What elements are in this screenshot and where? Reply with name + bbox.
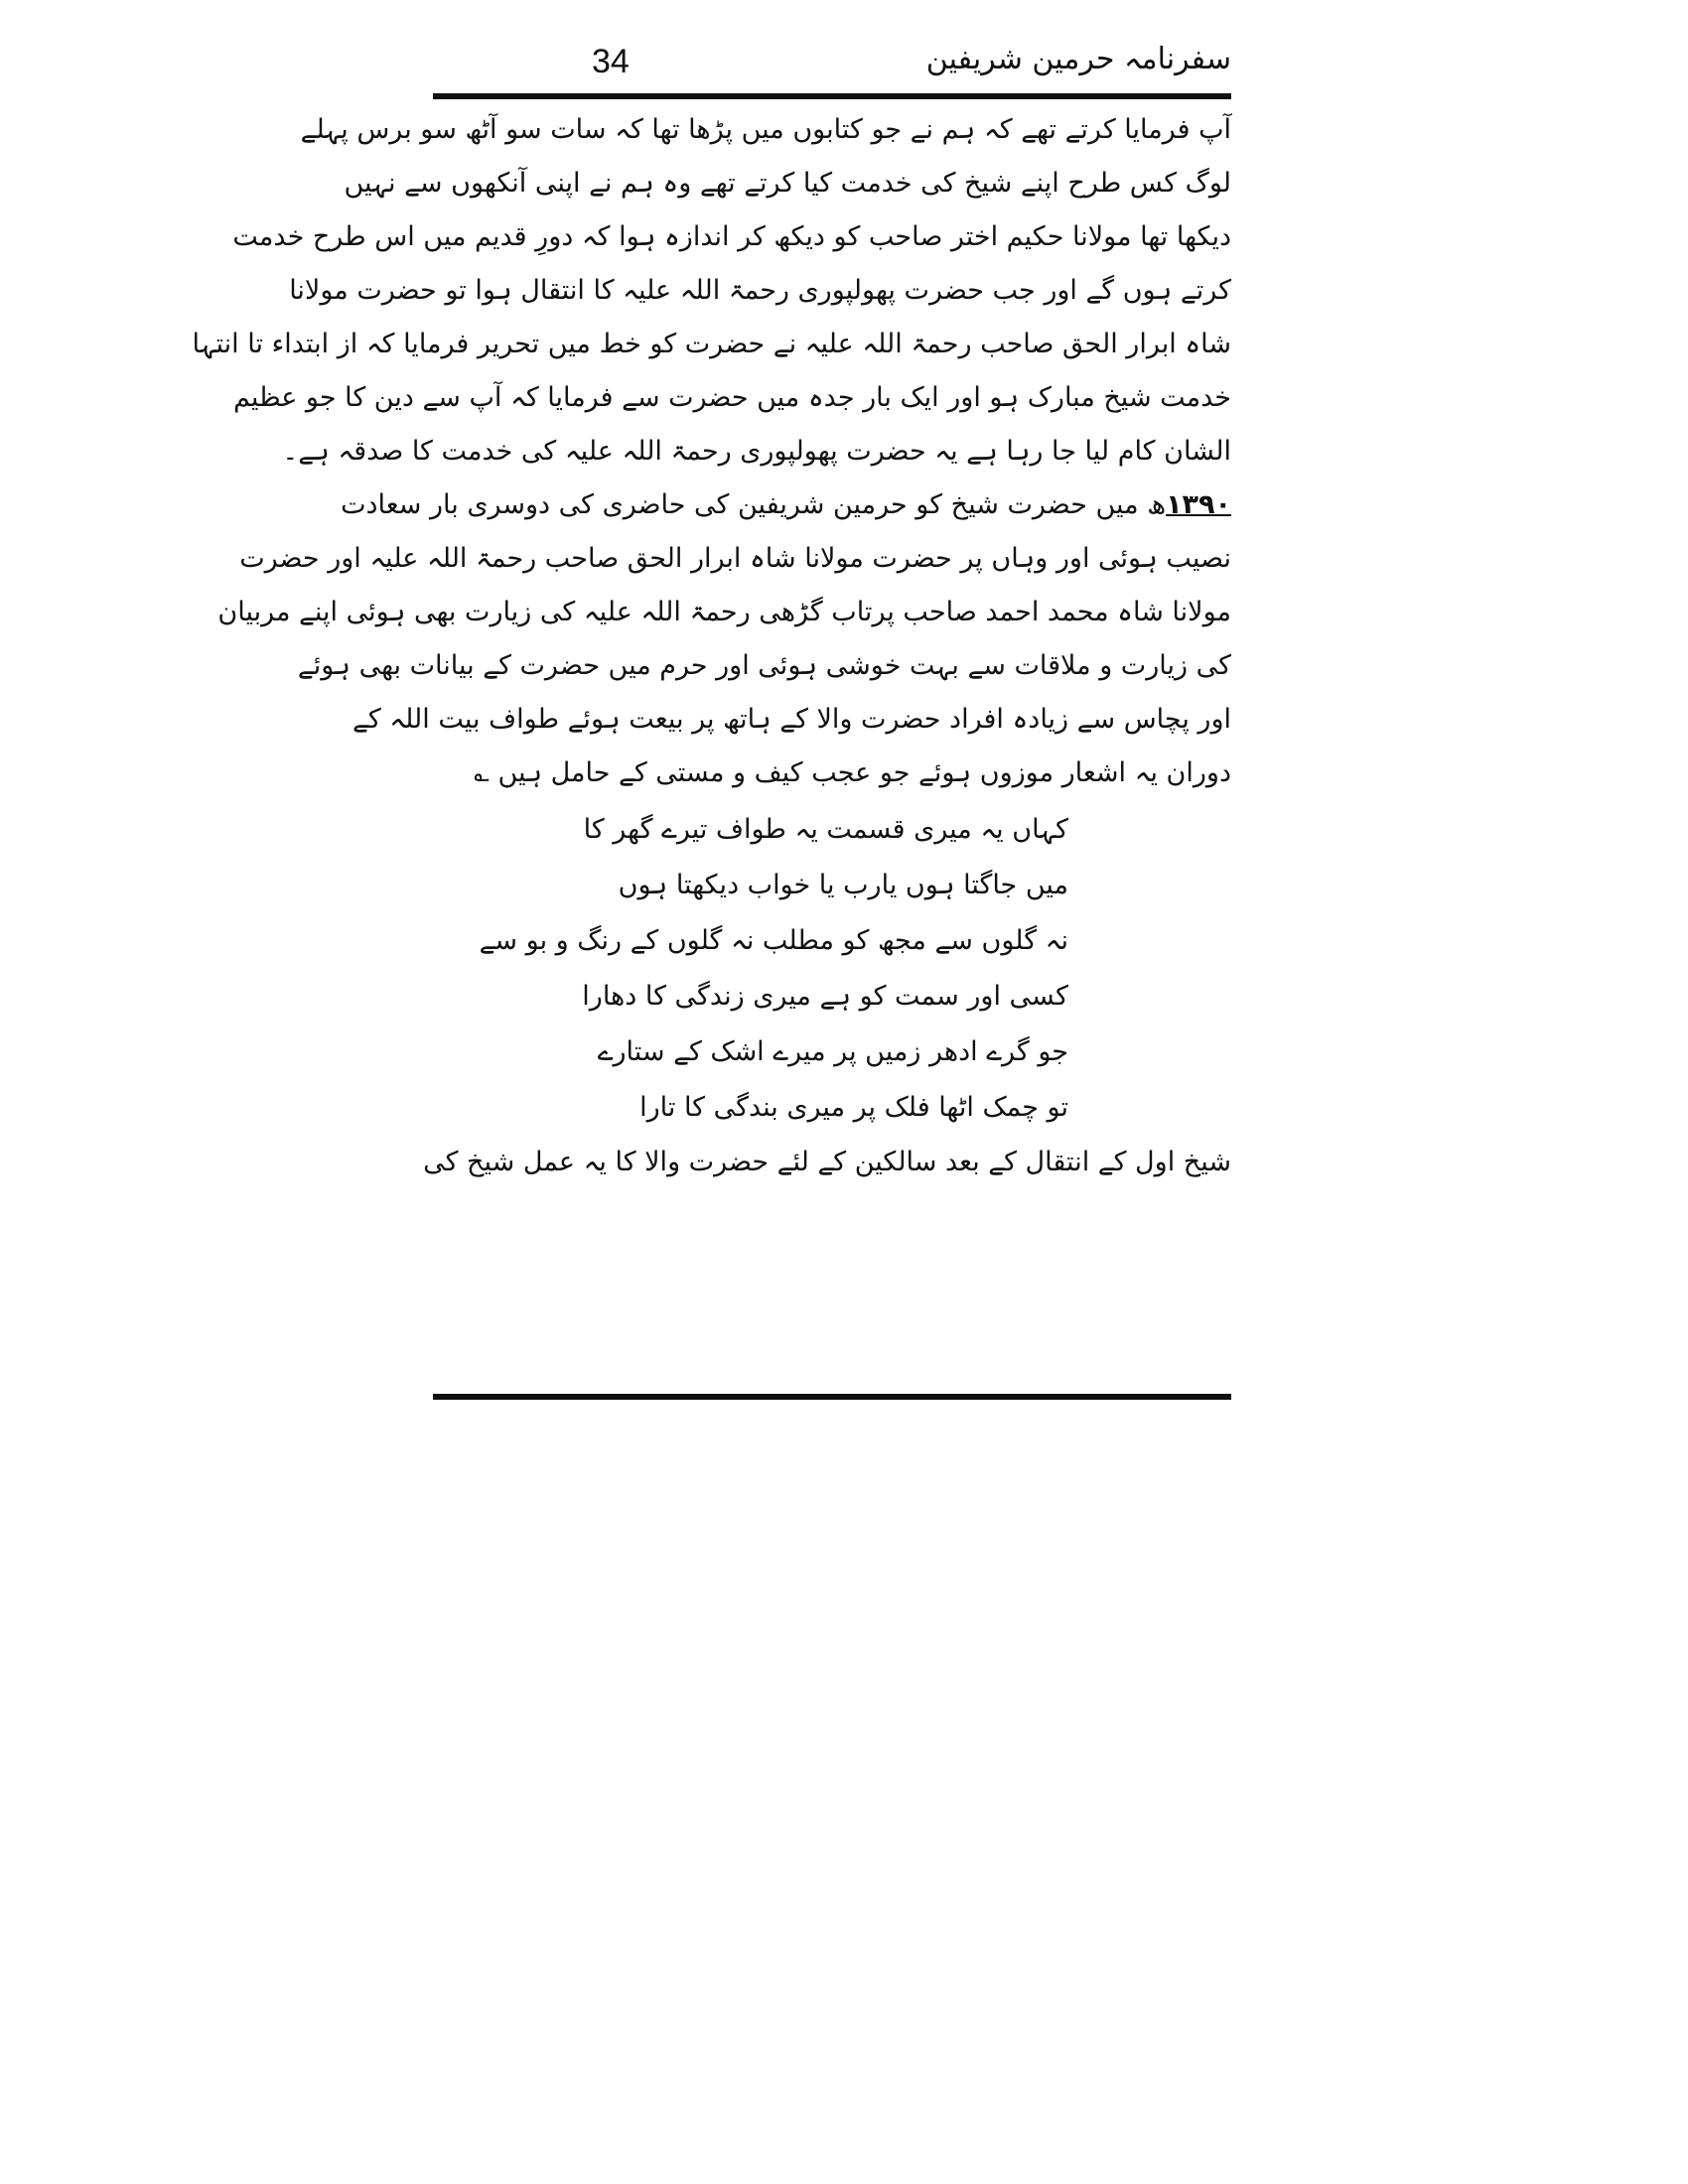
paragraph-1-line: دیکھا تھا مولانا حکیم اختر صاحب کو دیکھ کر اندازہ ہوا کہ دورِ قدیم میں اس طرح خدمت xyxy=(232,221,1231,252)
paragraph-2-line: کی زیارت و ملاقات سے بہت خوشی ہوئی اور حرم میں حضرت کے بیانات بھی ہوئے xyxy=(297,650,1231,681)
paragraph-1-line: خدمت شیخ مبارک ہو اور ایک بار جدہ میں حضرت سے فرمایا کہ آپ سے دین کا جو عظیم xyxy=(232,382,1231,413)
paragraph-2-line: دوران یہ اشعار موزوں ہوئے جو عجب کیف و مستی کے حامل ہیں ؎ xyxy=(474,757,1231,788)
paragraph-1-line: کرتے ہوں گے اور جب حضرت پھولپوری رحمۃ اللہ علیہ کا انتقال ہوا تو حضرت مولانا xyxy=(289,275,1231,306)
paragraph-2-line: مولانا شاہ محمد احمد صاحب پرتاب گڑھی رحمۃ اللہ علیہ کی زیارت بھی ہوئی اپنے مربیان xyxy=(217,597,1231,627)
footer-rule xyxy=(433,1394,1231,1400)
paragraph-2-line: اور پچاس سے زیادہ افراد حضرت والا کے ہاتھ پر بیعت ہوئے طواف بیت اللہ کے xyxy=(352,704,1231,735)
year-marker: ۱۳۹۰ xyxy=(1166,489,1231,520)
poem-verse: جو گرے ادھر زمیں پر میرے اشک کے ستارے xyxy=(597,1036,1068,1067)
paragraph-1-line: لوگ کس طرح اپنے شیخ کی خدمت کیا کرتے تھے وہ ہم نے اپنی آنکھوں سے نہیں xyxy=(344,168,1231,199)
poem xyxy=(433,802,1231,1136)
paragraph-1-line: شاہ ابرار الحق صاحب رحمۃ اللہ علیہ نے حضرت کو خط میں تحریر فرمایا کہ از ابتداء تا انتہا xyxy=(192,329,1231,359)
poem-verse: میں جاگتا ہوں یارب یا خواب دیکھتا ہوں xyxy=(618,870,1068,900)
closing-line: شیخ اول کے انتقال کے بعد سالکین کے لئے حضرت والا کا یہ عمل شیخ کی xyxy=(423,1147,1231,1177)
header-rule xyxy=(433,93,1231,99)
body-text xyxy=(192,103,1231,1189)
paragraph-2-line-rest: ھ میں حضرت شیخ کو حرمین شریفین کی حاضری کی دوسری بار سعادت xyxy=(341,489,1167,520)
paragraph-1-line: آپ فرمایا کرتے تھے کہ ہم نے جو کتابوں میں پڑھا تھا کہ سات سو آٹھ سو برس پہلے xyxy=(300,114,1231,145)
poem-verse: کسی اور سمت کو ہے میری زندگی کا دھارا xyxy=(582,981,1068,1012)
poem-verse: کہاں یہ میری قسمت یہ طواف تیرے گھر کا xyxy=(583,814,1068,845)
poem-verse: نہ گلوں سے مجھ کو مطلب نہ گلوں کے رنگ و بو سے xyxy=(479,925,1068,956)
running-title: سفرنامہ حرمین شریفین xyxy=(925,42,1231,76)
poem-verse: تو چمک اٹھا فلک پر میری بندگی کا تارا xyxy=(639,1092,1068,1123)
page-header xyxy=(433,38,1231,97)
paragraph-1-line: الشان کام لیا جا رہا ہے یہ حضرت پھولپوری رحمۃ اللہ علیہ کی خدمت کا صدقہ ہے۔ xyxy=(282,436,1231,467)
paragraph-2-line: نصیب ہوئی اور وہاں پر حضرت مولانا شاہ ابرار الحق صاحب رحمۃ اللہ علیہ اور حضرت xyxy=(239,543,1231,574)
paragraph-2-first-line xyxy=(341,478,1231,532)
page-number: 34 xyxy=(592,43,630,80)
